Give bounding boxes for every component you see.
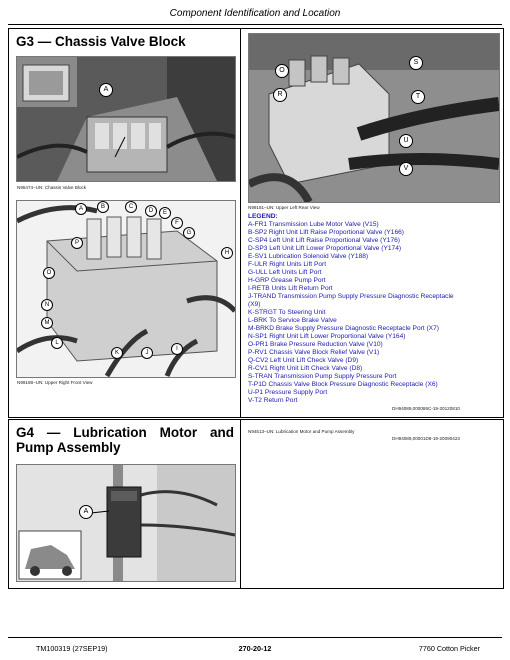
header-rule: [8, 24, 502, 25]
legend-title: LEGEND:: [248, 213, 278, 220]
callout-front-o: O: [43, 267, 55, 279]
caption-upper-left-rear-view: N99181–UN: Upper Left Rear View: [248, 205, 320, 210]
callout-rear-u: U: [399, 134, 413, 148]
callout-front-j: J: [141, 347, 153, 359]
callout-front-d: D: [145, 205, 157, 217]
g3-title: G3 — Chassis Valve Block: [16, 34, 186, 49]
footer-page-number: 270-20-12: [238, 644, 272, 653]
callout-rear-o: O: [275, 64, 289, 78]
callout-front-c: C: [125, 201, 137, 213]
legend-item: F-ULR Right Units Lift Port: [248, 261, 327, 268]
legend-item: (X9): [248, 301, 261, 308]
callout-front-m: M: [41, 317, 53, 329]
legend-item: S-TRAN Transmission Pump Supply Pressure Port: [248, 373, 397, 380]
callout-front-i: I: [171, 343, 183, 355]
legend-item: V-T2 Return Port: [248, 397, 298, 404]
footer-left: TM100319 (27SEP19): [36, 644, 108, 653]
legend-item: L-BRK To Service Brake Valve: [248, 317, 337, 324]
callout-rear-t: T: [411, 90, 425, 104]
legend-item: T-P1D Chassis Valve Block Pressure Diagnostic Receptacle (X6): [248, 381, 438, 388]
callout-rear-r: R: [273, 88, 287, 102]
legend-item: Q-CV2 Left Unit Lift Check Valve (D9): [248, 357, 359, 364]
legend-item: B-SP2 Right Unit Lift Raise Proportional Valve (Y166): [248, 229, 405, 236]
g4-reference-code: DH94089,00001D8-19-20090423: [392, 436, 460, 441]
legend-item: K-STRGT To Steering Unit: [248, 309, 326, 316]
legend-item: N-SP1 Right Unit Lift Lower Proportional Valve (Y164): [248, 333, 406, 340]
legend-item: D-SP3 Left Unit Lift Lower Proportional Valve (Y174): [248, 245, 402, 252]
callout-front-n: N: [41, 299, 53, 311]
caption-chassis-valve-block: N95474–UN: Chassis Valve Block: [17, 185, 87, 190]
legend-item: P-RV1 Chassis Valve Block Relief Valve (V1): [248, 349, 380, 356]
legend-item: A-FR1 Transmission Lube Motor Valve (V15): [248, 221, 379, 228]
caption-upper-right-front-view: N99188–UN: Upper Right Front View: [17, 380, 93, 385]
callout-front-h: H: [221, 247, 233, 259]
callout-rear-s: S: [409, 56, 423, 70]
callout-front-g: G: [183, 227, 195, 239]
g4-divider: [240, 420, 241, 588]
legend-item: M-BRKD Brake Supply Pressure Diagnostic Receptacle Port (X7): [248, 325, 439, 332]
footer-rule: [8, 637, 502, 638]
legend-item: U-P1 Pressure Supply Port: [248, 389, 328, 396]
legend-item: O-PR1 Brake Pressure Reduction Valve (V10): [248, 341, 383, 348]
page-header-title: Component Identification and Location: [169, 8, 341, 19]
legend-item: G-ULL Left Units Lift Port: [248, 269, 322, 276]
callout-g4-a: A: [79, 505, 93, 519]
callout-front-f: F: [171, 217, 183, 229]
callout-a: A: [99, 83, 113, 97]
callout-front-k: K: [111, 347, 123, 359]
legend-item: J-TRAND Transmission Pump Supply Pressure Diagnostic Receptacle: [248, 293, 454, 300]
legend-item: H-GRP Grease Pump Port: [248, 277, 326, 284]
g3-divider: [240, 29, 241, 417]
figure-lubrication-motor-pump: [16, 464, 236, 582]
callout-front-b: B: [97, 201, 109, 213]
footer-right: 7760 Cotton Picker: [418, 644, 480, 653]
g3-reference-code: DH94089,000086C-19-20120810: [392, 406, 460, 411]
callout-rear-v: V: [399, 162, 413, 176]
callout-front-l: L: [51, 337, 63, 349]
legend: [248, 213, 506, 405]
legend-item: E-SV1 Lubrication Solenoid Valve (Y188): [248, 253, 369, 260]
caption-lubrication-motor-pump: N94513–UN: Lubrication Motor and Pump Assembly: [248, 429, 355, 434]
callout-front-a: A: [75, 203, 87, 215]
callout-front-p: P: [71, 237, 83, 249]
figure-chassis-valve-block: [16, 56, 236, 182]
legend-item: I-RETB Units Lift Return Port: [248, 285, 333, 292]
callout-front-e: E: [159, 207, 171, 219]
g4-title: G4 — Lubrication Motor and Pump Assembly: [16, 425, 234, 455]
legend-item: C-SP4 Left Unit Lift Raise Proportional Valve (Y176): [248, 237, 400, 244]
figure-upper-right-front-view: [16, 200, 236, 378]
figure-upper-left-rear-view: [248, 33, 500, 203]
legend-item: R-CV1 Right Unit Lift Check Valve (D8): [248, 365, 363, 372]
